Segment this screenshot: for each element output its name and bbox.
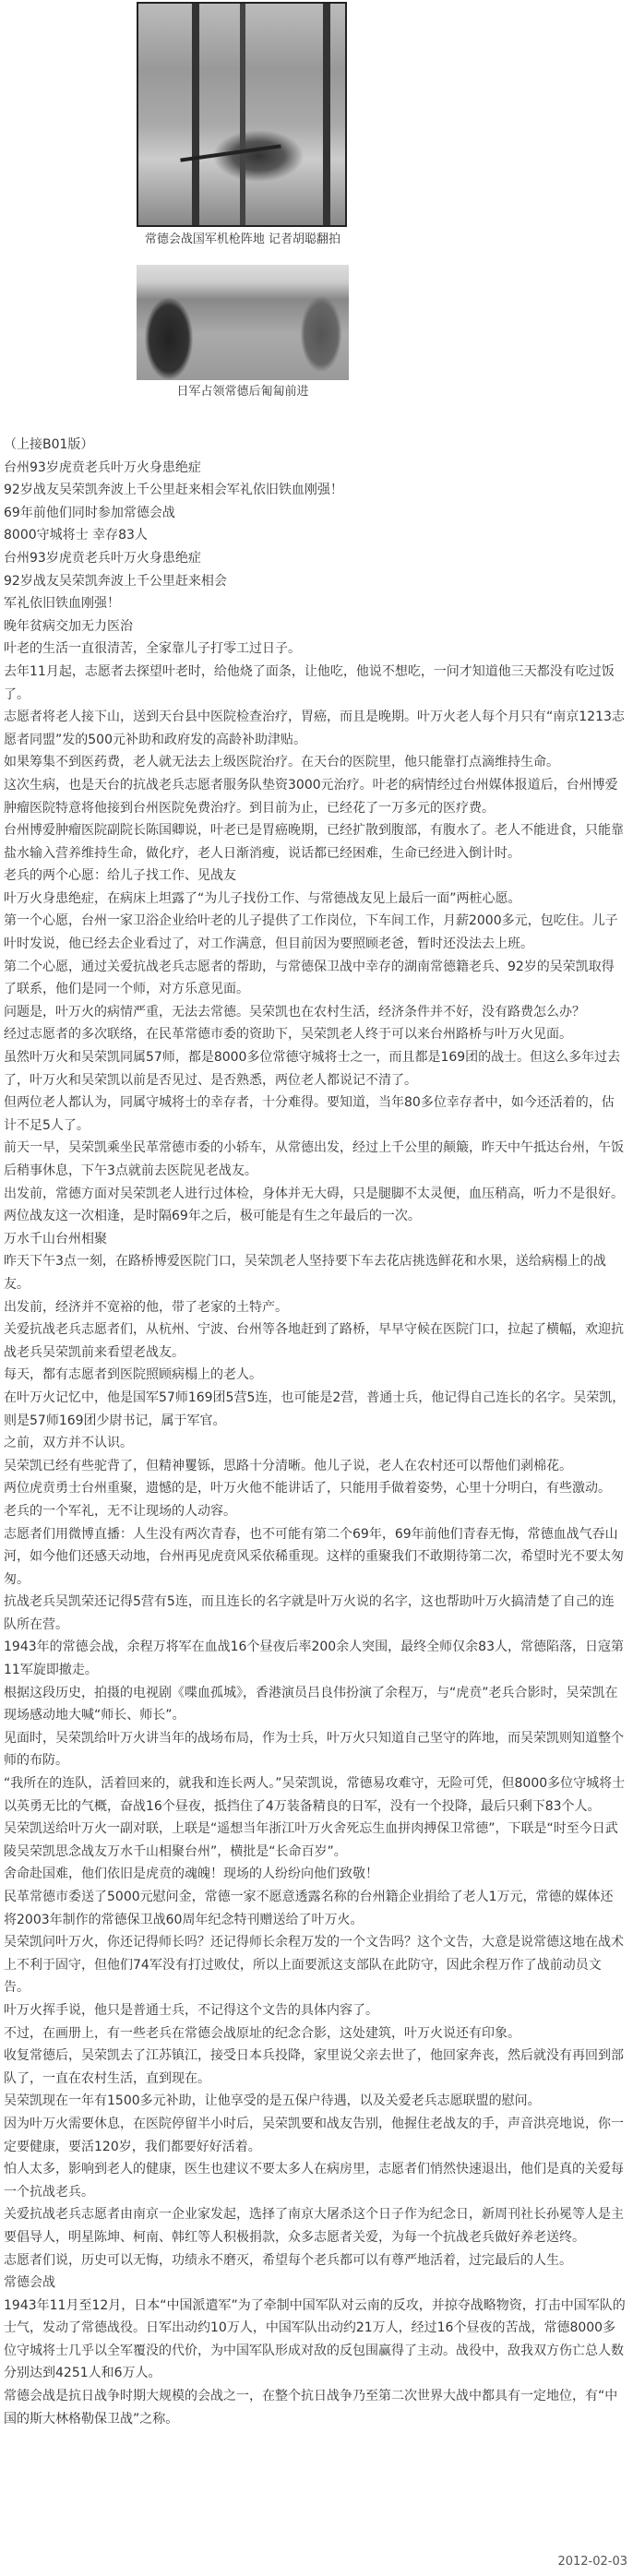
article-paragraph: 台州93岁虎贲老兵叶万火身患绝症 [4, 550, 201, 566]
article-paragraph: 不过，在画册上，有一些老兵在常德会战原址的纪念合影，这处建筑，叶万火说还有印象。 [4, 2025, 520, 2041]
article-paragraph: 见面时，吴荣凯给叶万火讲当年的战场布局，作为士兵，叶万火只知道自己坚守的阵地，而吴荣凯则知道整个师的布防。 [4, 1730, 624, 1769]
article-paragraph: 吴荣凯送给叶万火一副对联，上联是“遥想当年浙江叶万火舍死忘生血拼肉搏保卫常德”，下联是“时至今日武陵吴荣凯思念战友万水千山相聚台州”，横批是“长命百岁”。 [4, 1821, 618, 1859]
article-paragraph: 之前，双方并不认识。 [4, 1436, 133, 1451]
article-paragraph: 吴荣凯现在一年有1500多元补助，让他享受的是五保户待遇，以及关爱老兵志愿联盟的慰问。 [4, 2093, 541, 2109]
article-paragraph: 晚年贫病交加无力医治 [4, 618, 133, 634]
article-paragraph: “我所在的连队，活着回来的，就我和连长两人。”吴荣凯说，常德易攻难守，无险可凭，但8000多位守城将士以英勇无比的气概，奋战16个昼夜，抵挡住了4万装备精良的日军，没有一个投降，最后只剩下83个人。 [4, 1776, 626, 1814]
article-paragraph: 志愿者们用微博直播：人生没有两次青春，也不可能有第二个69年，69年前他们青春无悔，常德血战气吞山河，如今他们还感天动地，台州再见虎贲风采依稀重现。这样的重聚我们不敢期待第二次，希望时光不要太匆匆。 [4, 1526, 624, 1587]
article-paragraph: 抗战老兵吴凯荣还记得5营有5连，而且连长的名字就是叶万火说的名字，这也帮助叶万火搞清楚了自己的连队所在营。 [4, 1594, 615, 1632]
photo-caption: 日军占领常德后匍匐前进 [176, 385, 309, 399]
article-paragraph: 两位虎贲勇士台州重聚，遗憾的是，叶万火他不能讲话了，只能用手做着姿势，心里十分明白，有些激动。 [4, 1481, 611, 1497]
article-paragraph: 常德会战 [4, 2275, 55, 2291]
article-paragraph: 在叶万火记忆中，他是国军57师169团5营5连，也可能是2营，普通士兵，他记得自己连长的名字。吴荣凯，则是57师169团少尉书记，属于军官。 [4, 1389, 626, 1428]
article-paragraph: 关爱抗战老兵志愿者们，从杭州、宁波、台州等各地赶到了路桥，早早守候在医院门口，拉起了横幅，欢迎抗战老兵吴荣凯前来看望老战友。 [4, 1322, 624, 1360]
article-paragraph: 老兵的两个心愿：给儿子找工作、见战友 [4, 868, 236, 884]
article-paragraph: 台州93岁虎贲老兵叶万火身患绝症 [4, 459, 201, 475]
article-paragraph: 台州博爱肿瘤医院副院长陈国卿说，叶老已是胃癌晚期，已经扩散到腹部，有腹水了。老人不能进食，只能靠盐水输入营养维持生命，做化疗，老人日渐消瘦，说话都已经困难，生命已经进入倒计时。 [4, 823, 624, 861]
article-paragraph: 8000守城将士 幸存83人 [4, 528, 148, 543]
article-paragraph: 出发前，常德方面对吴荣凯老人进行过体检，身体并无大碍，只是腿脚不太灵便，血压稍高，听力不是很好。 [4, 1186, 624, 1201]
article-paragraph: 昨天下午3点一刻，在路桥博爱医院门口，吴荣凯老人坚持要下车去花店挑选鲜花和水果，送给病榻上的战友。 [4, 1254, 606, 1292]
article-paragraph: 叶万火身患绝症，在病床上坦露了“为儿子找份工作、与常德战友见上最后一面”两桩心愿。 [4, 890, 521, 906]
article-paragraph: 出发前，经济并不宽裕的他，带了老家的土特产。 [4, 1299, 288, 1315]
article-paragraph: 老兵的一个军礼，无不让现场的人动容。 [4, 1503, 236, 1519]
article-paragraph: 69年前他们同时参加常德会战 [4, 505, 175, 520]
article-paragraph: 志愿者们说，历史可以无悔，功绩永不磨灭，希望每个老兵都可以有尊严地活着，过完最后的人生。 [4, 2252, 572, 2268]
photo-japanese-troops [137, 265, 349, 380]
article-paragraph: 经过志愿者的多次联络，在民革常德市委的资助下，吴荣凯老人终于可以来台州路桥与叶万火见面。 [4, 1027, 572, 1043]
article-paragraph: 这次生病，也是天台的抗战老兵志愿者服务队垫资3000元治疗。叶老的病情经过台州媒体报道后，台州博爱肿瘤医院特意将他接到台州医院免费治疗。到目前为止，已经花了一万多元的医疗费。 [4, 777, 618, 816]
photo-caption: 常德会战国军机枪阵地 记者胡聪翻拍 [144, 233, 341, 246]
article-paragraph: 万水千山台州相聚 [4, 1231, 107, 1246]
article-paragraph: 92岁战友吴荣凯奔波上千公里赶来相会军礼依旧铁血刚强！ [4, 483, 343, 498]
article-paragraph: 根据这段历史，拍摄的电视剧《喋血孤城》，香港演员吕良伟扮演了余程万，与“虎贲”老兵合影时，吴荣凯在现场感动地大喊“师长、师长”。 [4, 1685, 618, 1723]
article-paragraph: 叶万火挥手说，他只是普通士兵，不记得这个文告的具体内容了。 [4, 2002, 378, 2018]
article-paragraph: 吴荣凯已经有些驼背了，但精神矍铄，思路十分清晰。他儿子说，老人在农村还可以帮他们剥棉花。 [4, 1458, 572, 1473]
article-paragraph: 前天一早，吴荣凯乘坐民革常德市委的小轿车，从常德出发，经过上千公里的颠簸，昨天中午抵达台州，午饭后稍事休息，下午3点就前去医院见老战友。 [4, 1140, 624, 1178]
article-paragraph: 因为叶万火需要休息，在医院停留半小时后，吴荣凯要和战友告别，他握住老战友的手，声音洪亮地说，你一定要健康，要活120岁，我们都要好好活着。 [4, 2116, 624, 2154]
article-paragraph: 舍命赴国难，他们依旧是虎贲的魂魄！现场的人纷纷向他们致敬！ [4, 1866, 378, 1882]
article-paragraph: 常德会战是抗日战争时期大规模的会战之一，在整个抗日战争乃至第二次世界大战中都具有一定地位，有“中国的斯大林格勒保卫战”之称。 [4, 2389, 618, 2427]
article-paragraph: 叶老的生活一直很清苦，全家靠儿子打零工过日子。 [4, 641, 301, 657]
article-paragraph: 问题是，叶万火的病情严重，无法去常德。吴荣凯也在农村生活，经济条件并不好，没有路费怎么办？ [4, 1004, 585, 1020]
article-paragraph: 关爱抗战老兵志愿者由南京一企业家发起，选择了南京大屠杀这个日子作为纪念日，新周刊社长孙冕等人是主要倡导人，明星陈坤、柯南、韩红等人积极捐款，众多志愿者关爱，为每一个抗战老兵做好养老送终。 [4, 2207, 624, 2245]
article-paragraph: 如果筹集不到医药费，老人就无法去上级医院治疗。在天台的医院里，他只能靠打点滴维持生命。 [4, 755, 559, 770]
photo-machine-gun-position [137, 2, 347, 227]
article-paragraph: 两位战友这一次相逢，是时隔69年之后，极可能是有生之年最后的一次。 [4, 1209, 421, 1224]
article-paragraph: 1943年11月至12月，日本“中国派遣军”为了牵制中国军队对云南的反攻，并掠夺战略物资，打击中国军队的士气，发动了常德战役。日军出动约10万人，中国军队出动约21万人，经过16个昼夜的苦战，常德8000多位守城将士几乎以全军覆没的代价，为中国军队形成对敌的反包围赢得了主动。战役中，敌我双方伤亡总人数分别达到4251人和6万人。 [4, 2297, 626, 2381]
article-paragraph: 但两位老人都认为，同属守城将士的幸存者，十分难得。要知道，当年80多位幸存者中，如今还活着的，估计不足5人了。 [4, 1095, 615, 1133]
article-body [4, 434, 626, 2430]
article-paragraph: 吴荣凯问叶万火，你还记得师长吗？还记得师长余程万发的一个文告吗？这个文告，大意是说常德这地在战术上不利于固守，但他们74军没有打过败仗，所以上面要派这支部队在此防守，因此余程万作了战前动员文告。 [4, 1935, 624, 1996]
article-paragraph: 92岁战友吴荣凯奔波上千公里赶来相会 [4, 573, 227, 589]
article-paragraph: 军礼依旧铁血刚强！ [4, 596, 120, 612]
publish-date: 2012-02-03 [557, 2555, 627, 2569]
article-paragraph: 第一个心愿，台州一家卫浴企业给叶老的儿子提供了工作岗位，下车间工作，月薪2000多元，包吃住。儿子叶时发说，他已经去企业看过了，对工作满意，但目前因为要照顾老爸，暂时还没法去上班。 [4, 913, 618, 952]
article-paragraph: 民革常德市委送了5000元慰问金，常德一家不愿意透露名称的台州籍企业捐给了老人1万元，常德的媒体还将2003年制作的常德保卫战60周年纪念特刊赠送给了叶万火。 [4, 1890, 614, 1927]
article-paragraph: 收复常德后，吴荣凯去了江苏镇江，接受日本兵投降，家里说父亲去世了，他回家奔丧，然后就没有再回到部队了，一直在农村生活，直到现在。 [4, 2048, 624, 2086]
article-paragraph: 虽然叶万火和吴荣凯同属57师，都是8000多位常德守城将士之一，而且都是169团的战士。但这么多年过去了，叶万火和吴荣凯以前是否见过、是否熟悉，两位老人都说记不清了。 [4, 1050, 621, 1088]
article-paragraph: 去年11月起，志愿者去探望叶老时，给他烧了面条，让他吃，他说不想吃，一问才知道他三天都没有吃过饭了。 [4, 663, 615, 702]
article-paragraph: 1943年的常德会战，余程万将军在血战16个昼夜后率200余人突围，最终全师仅余83人，常德陷落，日寇第11军旋即撤走。 [4, 1640, 624, 1678]
article-paragraph: 每天，都有志愿者到医院照顾病榻上的老人。 [4, 1367, 262, 1383]
article-paragraph: 志愿者将老人接下山，送到天台县中医院检查治疗，胃癌，而且是晚期。叶万火老人每个月只有“南京1213志愿者同盟”发的500元补助和政府发的高龄补助津贴。 [4, 710, 625, 747]
article-paragraph: 第二个心愿，通过关爱抗战老兵志愿者的帮助，与常德保卫战中幸存的湖南常德籍老兵、92岁的吴荣凯取得了联系，他们是同一个师，对方乐意见面。 [4, 959, 615, 997]
article-paragraph: 怕人太多，影响到老人的健康，医生也建议不要太多人在病房里，志愿者们悄然快速退出，他们是真的关爱每一个抗战老兵。 [4, 2162, 624, 2200]
article-paragraph: （上接B01版） [4, 437, 94, 452]
